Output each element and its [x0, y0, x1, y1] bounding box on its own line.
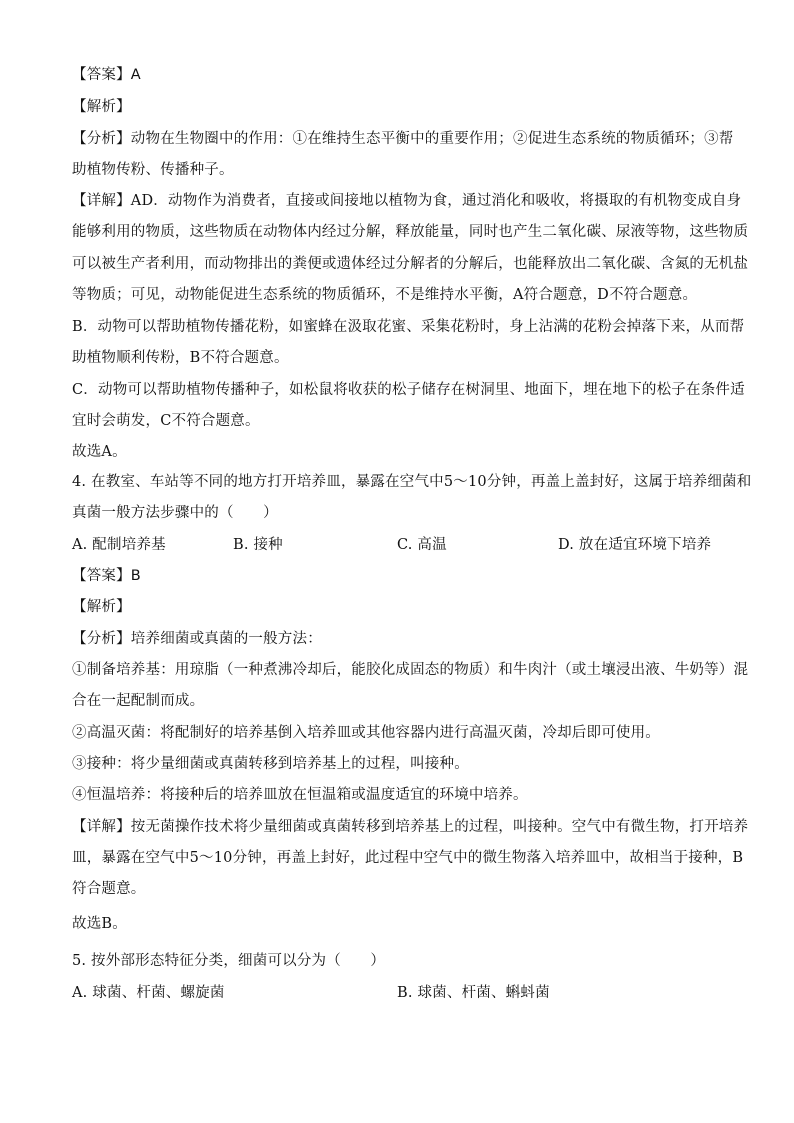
- q3-analysis-line: 助植物传粉、传播种子。: [72, 162, 234, 178]
- q3-detail-line: 等物质；可见，动物能促进生态系统的物质循环，不是维持水平衡，A符合题意，D不符合题意。: [72, 287, 698, 303]
- q4-option-c: C. 高温: [397, 537, 447, 553]
- q4-analysis-line: ①制备培养基：用琼脂（一种煮沸冷却后，能胶化成固态的物质）和牛肉汁（或土壤浸出液、牛奶等）混: [72, 662, 749, 678]
- q3-detail-line: C．动物可以帮助植物传播种子，如松鼠将收获的松子储存在树洞里、地面下，埋在地下的松子在条件适: [72, 382, 745, 398]
- q4-stem-line: 4. 在教室、车站等不同的地方打开培养皿，暴露在空气中5～10分钟，再盖上盖封好，这属于培养细菌和: [72, 474, 752, 490]
- q3-analysis-line: 【分析】动物在生物圈中的作用：①在维持生态平衡中的重要作用；②促进生态系统的物质循环；③帮: [72, 131, 734, 147]
- q5-stem: 5. 按外部形态特征分类，细菌可以分为（ ）: [72, 953, 386, 969]
- q3-detail-line: 宜时会萌发，C不符合题意。: [72, 413, 260, 429]
- q3-answer: 【答案】A: [72, 67, 141, 83]
- q4-option-a: A. 配制培养基: [72, 537, 166, 553]
- q4-conclusion: 故选B。: [72, 916, 127, 932]
- q5-options: [72, 983, 724, 1003]
- q3-explanation-heading: 【解析】: [72, 99, 131, 115]
- q4-answer: 【答案】B: [72, 568, 141, 584]
- q4-detail-line: 【详解】按无菌操作技术将少量细菌或真菌转移到培养基上的过程，叫接种。空气中有微生物，打开培养: [72, 819, 749, 835]
- q5-option-b: B. 球菌、杆菌、蝌蚪菌: [397, 985, 550, 1001]
- q4-analysis-line: ③接种：将少量细菌或真菌转移到培养基上的过程，叫接种。: [72, 756, 469, 772]
- q4-detail-line: 皿，暴露在空气中5～10分钟，再盖上封好，此过程中空气中的微生物落入培养皿中，故相当于接种，B: [72, 850, 744, 866]
- q4-option-d: D. 放在适宜环境下培养: [558, 537, 712, 553]
- q5-option-a: A. 球菌、杆菌、螺旋菌: [72, 985, 225, 1001]
- q4-analysis-line: 【分析】培养细菌或真菌的一般方法：: [72, 631, 322, 647]
- q4-stem-line: 真菌一般方法步骤中的（ ）: [72, 505, 278, 521]
- q3-detail-line: 【详解】AD．动物作为消费者，直接或间接地以植物为食，通过消化和吸收，将摄取的有机物变成自身: [72, 193, 742, 209]
- q4-analysis-line: ④恒温培养：将接种后的培养皿放在恒温箱或温度适宜的环境中培养。: [72, 787, 528, 803]
- q3-detail-line: B．动物可以帮助植物传播花粉，如蜜蜂在汲取花蜜、采集花粉时，身上沾满的花粉会掉落下来，从而帮: [72, 319, 745, 335]
- q4-explanation-heading: 【解析】: [72, 599, 131, 615]
- q3-detail-line: 助植物顺利传粉，B不符合题意。: [72, 350, 289, 366]
- q4-options: [72, 535, 724, 555]
- q4-detail-line: 符合题意。: [72, 881, 146, 897]
- q4-analysis-line: ②高温灭菌：将配制好的培养基倒入培养皿或其他容器内进行高温灭菌，冷却后即可使用。: [72, 725, 660, 741]
- q4-analysis-line: 合在一起配制而成。: [72, 693, 205, 709]
- q4-option-b: B. 接种: [233, 537, 283, 553]
- q3-conclusion: 故选A。: [72, 444, 127, 460]
- q3-detail-line: 可以被生产者利用，而动物排出的粪便或遗体经过分解者的分解后，也能释放出二氧化碳、含氮的无机盐: [72, 256, 749, 272]
- q3-detail-line: 能够利用的物质，这些物质在动物体内经过分解，释放能量，同时也产生二氧化碳、尿液等物，这些物质: [72, 224, 749, 240]
